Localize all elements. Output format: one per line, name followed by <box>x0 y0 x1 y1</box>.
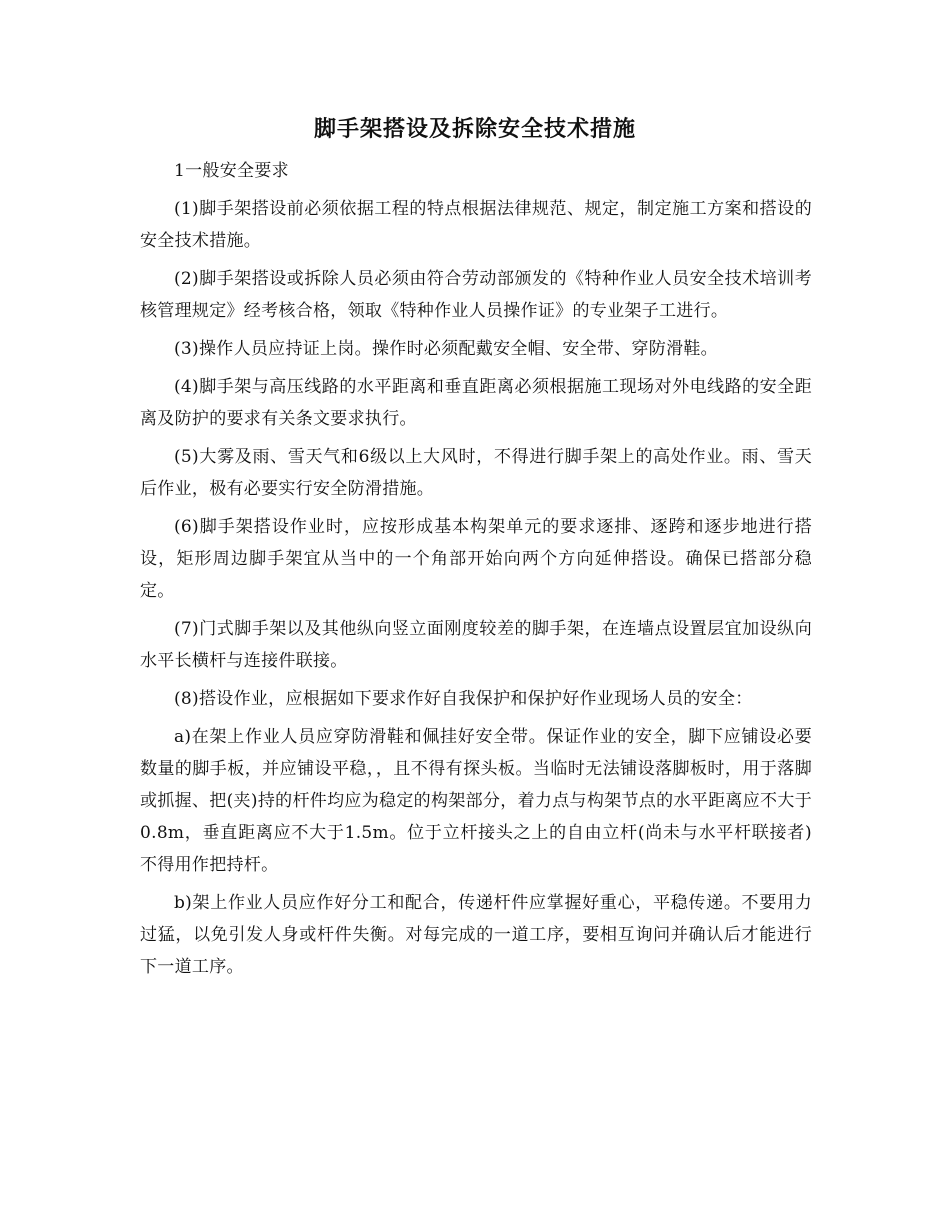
paragraph-item-1: (1)脚手架搭设前必须依据工程的特点根据法律规范、规定，制定施工方案和搭设的安全技术措施。 <box>140 199 812 251</box>
paragraph-item-3: (3)操作人员应持证上岗。操作时必须配戴安全帽、安全带、穿防滑鞋。 <box>174 339 718 359</box>
paragraph-item-8: (8)搭设作业，应根据如下要求作好自我保护和保护好作业现场人员的安全： <box>174 689 753 709</box>
page-title: 脚手架搭设及拆除安全技术措施 <box>313 116 636 142</box>
paragraph-item-5: (5)大雾及雨、雪天气和6级以上大风时，不得进行脚手架上的高处作业。雨、雪天后作业，极有必要实行安全防滑措施。 <box>140 447 812 499</box>
paragraph-item-7: (7)门式脚手架以及其他纵向竖立面刚度较差的脚手架，在连墙点设置层宜加设纵向水平长横杆与连接件联接。 <box>140 619 812 671</box>
document-body <box>140 155 812 983</box>
paragraph-item-2: (2)脚手架搭设或拆除人员必须由符合劳动部颁发的《特种作业人员安全技术培训考核管理规定》经考核合格，领取《特种作业人员操作证》的专业架子工进行。 <box>140 269 812 321</box>
paragraph-item-8a: a)在架上作业人员应穿防滑鞋和佩挂好安全带。保证作业的安全，脚下应铺设必要数量的脚手板，并应铺设平稳，，且不得有探头板。当临时无法铺设落脚板时，用于落脚或抓握、把(夹)持的杆件均应为稳定的构架部分，着力点与构架节点的水平距离应不大于0.8m，垂直距离应不大于1.5m。位于立杆接头之上的自由立杆(尚未与水平杆联接者)不得用作把持杆。 <box>140 727 812 875</box>
paragraph-item-8b: b)架上作业人员应作好分工和配合，传递杆件应掌握好重心，平稳传递。不要用力过猛，以免引发人身或杆件失衡。对每完成的一道工序，要相互询问并确认后才能进行下一道工序。 <box>140 893 812 977</box>
paragraph-section-heading: 1一般安全要求 <box>174 161 289 181</box>
paragraph-item-4: (4)脚手架与高压线路的水平距离和垂直距离必须根据施工现场对外电线路的安全距离及防护的要求有关条文要求执行。 <box>140 377 812 429</box>
paragraph-item-6: (6)脚手架搭设作业时，应按形成基本构架单元的要求逐排、逐跨和逐步地进行搭设，矩形周边脚手架宜从当中的一个角部开始向两个方向延伸搭设。确保已搭部分稳定。 <box>140 517 812 601</box>
